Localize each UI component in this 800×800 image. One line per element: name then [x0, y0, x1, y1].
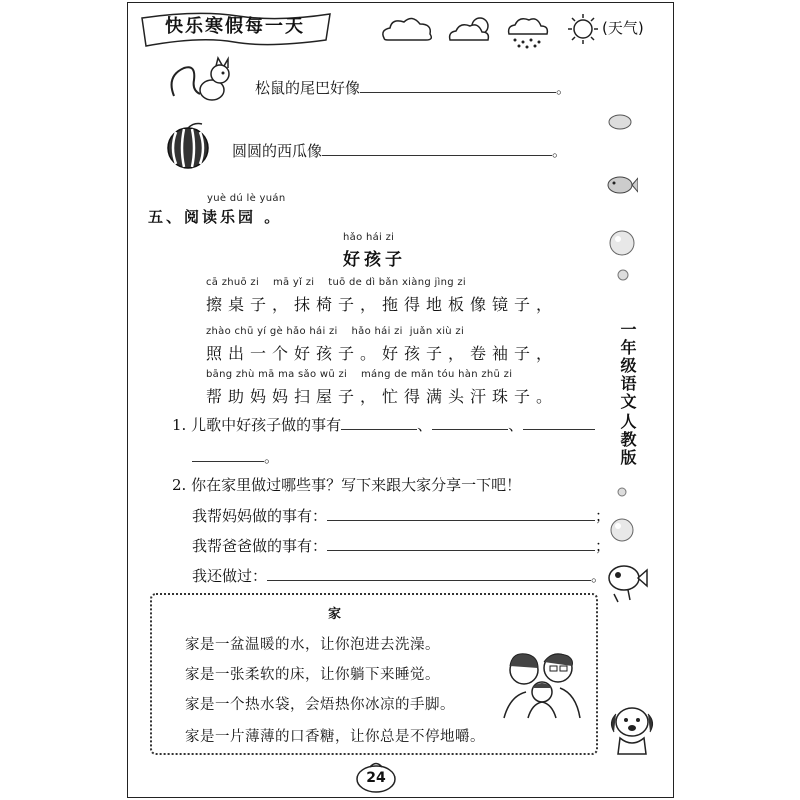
- cloudy-sun-icon: [446, 14, 494, 44]
- answer-other-row: [192, 565, 606, 586]
- reading-box-title: 家: [328, 607, 342, 622]
- reading-line-3: 家是一个热水袋，会焐热你冰凉的手脚。: [185, 697, 455, 713]
- fill-squirrel-end: 。: [556, 79, 572, 97]
- small-bubble-icon: [616, 486, 628, 498]
- question-2: 2. 你在家里做过哪些事？写下来跟大家分享一下吧！: [172, 476, 522, 494]
- poem-title-pinyin: hǎo hái zi: [343, 232, 395, 243]
- page-number: 24: [366, 770, 386, 786]
- reading-line-2: 家是一张柔软的床，让你躺下来睡觉。: [185, 667, 440, 683]
- banner: [140, 10, 330, 44]
- section5-heading: [148, 206, 282, 227]
- banner-title: 快乐寒假每一天: [165, 16, 305, 37]
- answer-dad-end: ；: [595, 537, 611, 555]
- question-1-sep2: 、: [508, 416, 524, 434]
- reading-line-4: 家是一片薄薄的口香糖，让你总是不停地嚼。: [185, 729, 485, 745]
- question-1-sep1: 、: [417, 416, 433, 434]
- poem-line-1: 擦桌子，抹椅子，拖得地板像镜子，: [206, 295, 559, 314]
- answer-other-end: 。: [591, 567, 607, 585]
- poem-line-2: 照出一个好孩子。好孩子，卷袖子，: [206, 344, 559, 363]
- bubble-fish-icon: [605, 110, 635, 134]
- fill-watermelon-end: 。: [552, 142, 568, 160]
- fill-squirrel-prompt: 松鼠的尾巴好像: [255, 79, 361, 97]
- fill-watermelon: [232, 140, 567, 161]
- answer-blank-q1-c[interactable]: [523, 429, 595, 430]
- cloud-icon: [378, 14, 436, 44]
- section5-title: 五、阅读乐园: [148, 208, 257, 226]
- section5-end: 。: [264, 208, 283, 226]
- reading-line-1: 家是一盆温暖的水，让你泡进去洗澡。: [185, 637, 440, 653]
- family-illustration: [496, 640, 588, 720]
- question-1-end: 。: [264, 448, 280, 466]
- squirrel-icon: [166, 56, 238, 108]
- answer-dad-label: 我帮爸爸做的事有：: [192, 537, 328, 555]
- section5-pinyin: yuè dú lè yuán: [207, 193, 286, 204]
- answer-mom-label: 我帮妈妈做的事有：: [192, 507, 328, 525]
- poem-line-3: 帮助妈妈扫屋子，忙得满头汗珠子。: [206, 387, 559, 406]
- answer-blank-q1-d[interactable]: [192, 461, 264, 462]
- question-1: [172, 414, 595, 435]
- answer-blank-squirrel[interactable]: [360, 92, 556, 93]
- poem-line-3-pinyin: bāng zhù mā ma sǎo wū zi máng de mǎn tóu hàn zhū zi: [206, 369, 513, 380]
- watermelon-icon: [162, 120, 218, 170]
- fish-icon: [604, 172, 638, 198]
- cartoon-dog-icon: [604, 700, 660, 758]
- answer-mom-row: [192, 505, 610, 526]
- answer-blank-mom[interactable]: [327, 520, 595, 521]
- question-1-text: 1. 儿歌中好孩子做的事有: [172, 416, 342, 434]
- bubble-icon: [608, 516, 636, 544]
- weather-label: (天气): [602, 19, 644, 37]
- answer-other-label: 我还做过：: [192, 567, 268, 585]
- sidebar-edition: 人教版: [618, 413, 637, 467]
- bubble-icon: [607, 228, 637, 258]
- answer-blank-watermelon[interactable]: [322, 155, 552, 156]
- fill-watermelon-prompt: 圆圆的西瓜像: [232, 142, 323, 160]
- poem-line-2-pinyin: zhào chū yí gè hǎo hái zi hǎo hái zi juǎn xiù zi: [206, 326, 465, 337]
- poem-title: 好孩子: [343, 250, 406, 270]
- cartoon-fish-icon: [604, 558, 648, 604]
- answer-blank-q1-a[interactable]: [341, 429, 417, 430]
- answer-blank-other[interactable]: [267, 580, 591, 581]
- answer-dad-row: [192, 535, 610, 556]
- poem-line-1-pinyin: cā zhuō zi mā yǐ zi tuō de dì bǎn xiàng jìng zi: [206, 277, 467, 288]
- answer-blank-dad[interactable]: [327, 550, 595, 551]
- answer-mom-end: ；: [595, 507, 611, 525]
- sun-icon: [566, 12, 600, 46]
- sidebar-grade: 一年级语文: [618, 321, 637, 411]
- answer-blank-q1-b[interactable]: [432, 429, 508, 430]
- small-bubble-icon: [616, 268, 630, 282]
- question-1-cont: [192, 446, 279, 467]
- rain-icon: [505, 12, 551, 50]
- fill-squirrel: [255, 77, 571, 98]
